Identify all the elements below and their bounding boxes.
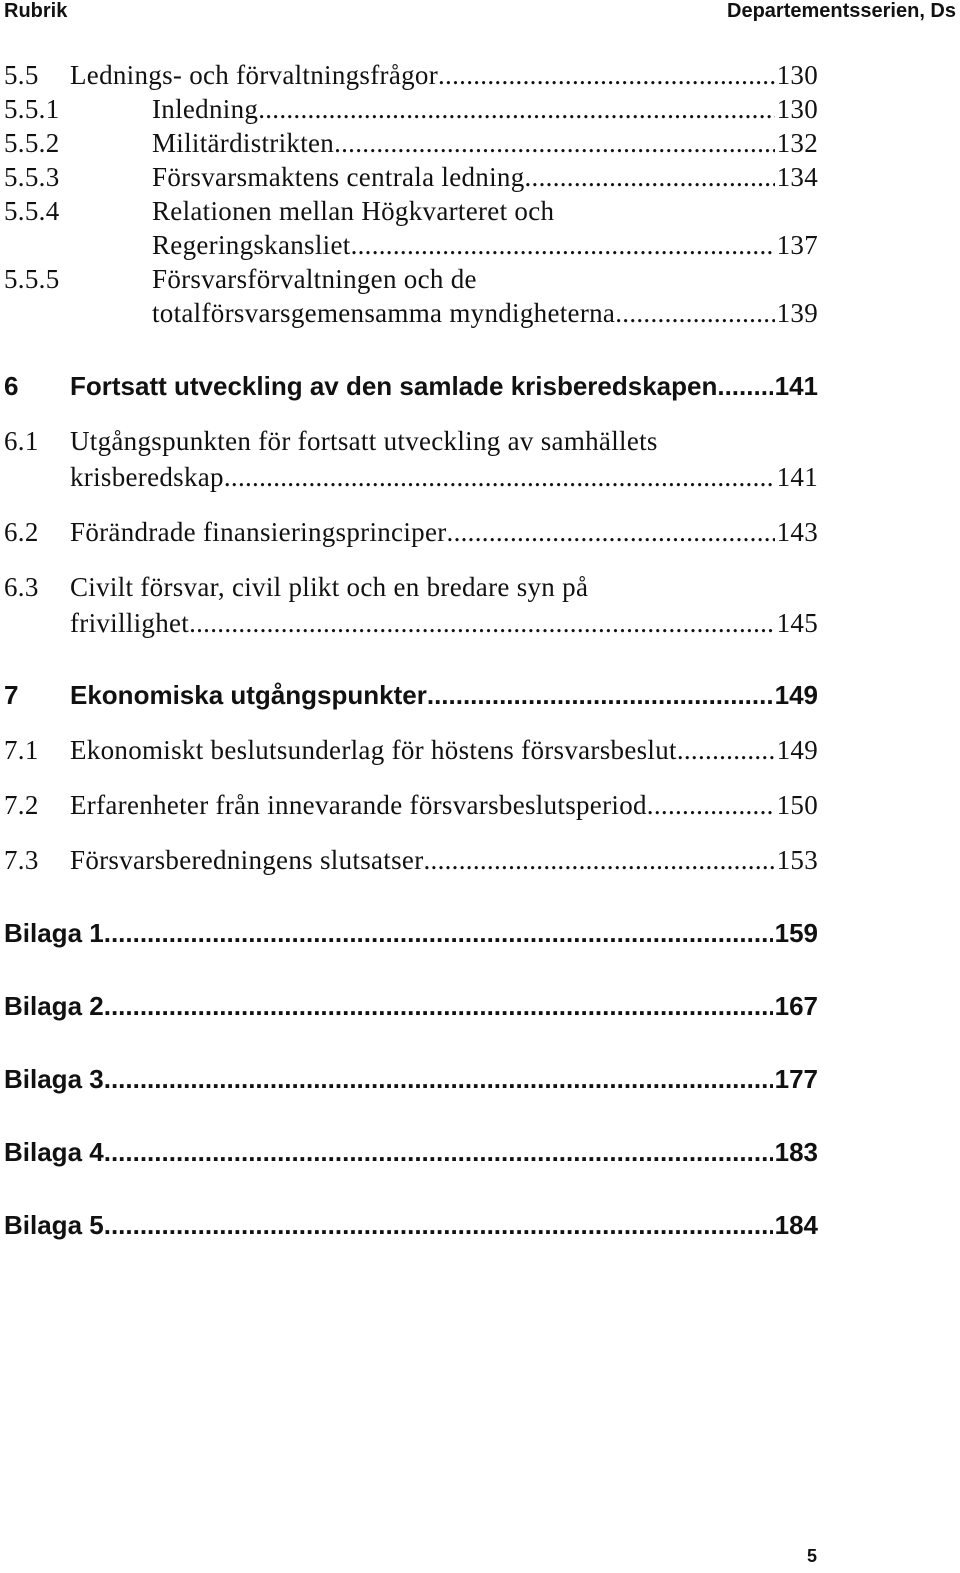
toc-title-line2: frivillighet [70,608,190,638]
header-right: Departementsserien, Ds [727,0,956,22]
toc-leader-dots [447,517,775,548]
toc-title: Fortsatt utveckling av den samlade krisberedskapen [70,371,718,401]
toc-entry-7-3[interactable] [0,845,818,879]
toc-number: 6.2 [4,517,39,547]
toc-entry-5-5-2[interactable] [0,128,818,162]
toc-number: 5.5.4 [4,196,60,226]
toc-page: 149 [774,680,818,710]
toc-title-line2: Regeringskansliet [152,230,351,260]
toc-entry-5-5-3[interactable] [0,162,818,196]
toc-page: 130 [776,60,818,90]
page-number: 5 [806,1546,817,1566]
toc-number: 7.1 [4,735,39,765]
toc-leader-dots [423,845,774,876]
header-left: Rubrik [4,0,68,22]
toc-number: 7.3 [4,845,39,875]
toc-page: 183 [774,1137,818,1167]
toc-title: Bilaga 2 [4,991,104,1021]
toc-title: Ekonomiska utgångspunkter [70,680,427,710]
toc-title-line1: Civilt försvar, civil plikt och en bredare syn på [70,572,589,602]
toc-title: Ekonomiskt beslutsunderlag för höstens försvarsbeslut [70,735,677,765]
toc-chapter-7[interactable] [0,680,818,714]
toc-number: 5.5.3 [4,162,60,192]
toc-title: Erfarenheter från innevarande försvarsbeslutsperiod [70,790,647,820]
toc-number: 6 [4,371,19,401]
toc-leader-dots [104,918,773,949]
toc-page: 150 [776,790,818,820]
toc-entry-6-1[interactable] [0,426,818,460]
toc-title: Förändrade finansieringsprinciper [70,517,447,547]
toc-entry-6-1-cont[interactable] [0,462,818,496]
toc-appendix-3[interactable] [0,1064,818,1098]
toc-title-line1: Relationen mellan Högkvarteret och [152,196,555,226]
toc-page: 130 [776,94,818,124]
toc-leader-dots [189,608,775,639]
toc-leader-dots [258,94,774,125]
toc-number: 6.1 [4,426,39,456]
toc-title-line1: Försvarsförvaltningen och de [152,264,477,294]
toc-leader-dots [104,1137,773,1168]
toc-leader-dots [224,462,775,493]
toc-title: Lednings- och förvaltningsfrågor [70,60,438,90]
toc-page: 145 [776,608,818,638]
toc-appendix-2[interactable] [0,991,818,1025]
toc-chapter-6[interactable] [0,371,818,405]
toc-leader-dots [104,1064,773,1095]
toc-entry-6-2[interactable] [0,517,818,551]
toc-leader-dots [677,735,775,766]
toc-page: 143 [776,517,818,547]
toc-leader-dots [615,298,774,329]
toc-appendix-1[interactable] [0,918,818,952]
toc-number: 7 [4,680,19,710]
toc-number: 5.5.2 [4,128,60,158]
toc-title: Bilaga 4 [4,1137,104,1167]
toc-title: Bilaga 3 [4,1064,104,1094]
toc-leader-dots [104,991,773,1022]
toc-leader-dots [647,790,775,821]
toc-title: Försvarsberedningens slutsatser [70,845,424,875]
toc-entry-7-1[interactable] [0,735,818,769]
toc-page: 141 [774,371,818,401]
toc-number: 7.2 [4,790,39,820]
toc-number: 5.5.5 [4,264,60,294]
toc-entry-7-2[interactable] [0,790,818,824]
toc-number: 6.3 [4,572,39,602]
toc-number: 5.5.1 [4,94,60,124]
toc-page: 177 [774,1064,818,1094]
toc-number: 5.5 [4,60,39,90]
toc-title-line1: Utgångspunkten för fortsatt utveckling av samhällets [70,426,658,456]
toc-entry-5-5-4-cont[interactable] [0,230,818,264]
toc-page: 139 [776,298,818,328]
toc-page: 141 [776,462,818,492]
toc-entry-5-5-5-cont[interactable] [0,298,818,332]
toc-appendix-5[interactable] [0,1210,818,1244]
toc-title: Bilaga 5 [4,1210,104,1240]
toc-entry-5-5-4[interactable] [0,196,818,230]
toc-leader-dots [717,371,772,402]
toc-page: 153 [776,845,818,875]
toc-page: 132 [776,128,818,158]
toc-leader-dots [438,60,775,91]
toc-entry-5-5[interactable] [0,60,818,94]
toc-title: Bilaga 1 [4,918,104,948]
toc-page: 167 [774,991,818,1021]
toc-title: Försvarsmaktens centrala ledning [152,162,525,192]
toc-title-line2: krisberedskap [70,462,224,492]
toc-entry-5-5-1[interactable] [0,94,818,128]
toc-leader-dots [104,1210,773,1241]
toc-leader-dots [351,230,775,261]
toc-entry-6-3[interactable] [0,572,818,606]
toc-page: 134 [776,162,818,192]
toc-leader-dots [427,680,773,711]
running-header [0,0,960,26]
toc-entry-5-5-5[interactable] [0,264,818,298]
toc-title-line2: totalförsvarsgemensamma myndigheterna [152,298,616,328]
toc-leader-dots [334,128,775,159]
toc-title: Militärdistrikten [152,128,335,158]
toc-appendix-4[interactable] [0,1137,818,1171]
toc-entry-6-3-cont[interactable] [0,608,818,642]
toc-page: 149 [776,735,818,765]
toc-leader-dots [525,162,775,193]
toc-page: 184 [774,1210,818,1240]
toc-page: 137 [776,230,818,260]
toc-title: Inledning [152,94,259,124]
toc-page: 159 [774,918,818,948]
